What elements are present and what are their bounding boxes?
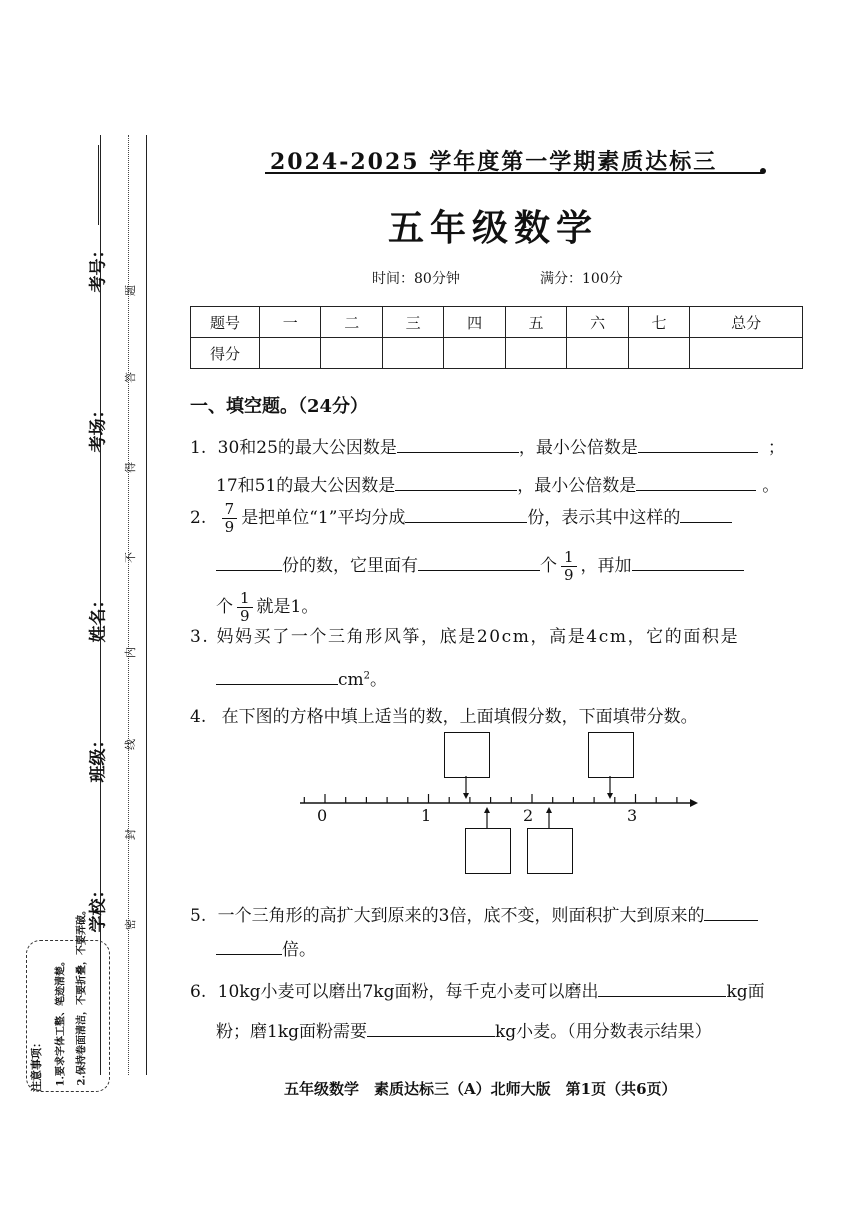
question-2-line-2 (216, 548, 744, 584)
score-cell (628, 338, 689, 369)
q3-unit-exponent: 2 (363, 670, 371, 682)
score-cell (321, 338, 382, 369)
q1-blank-3[interactable] (395, 468, 517, 491)
title-underline (265, 172, 763, 174)
q2-f2-denominator: 9 (564, 566, 574, 584)
question-2-line-1 (190, 500, 732, 536)
q1-text-b3: 。 (762, 476, 780, 496)
notice-title: 注意事项： (30, 1037, 43, 1092)
pointer-arrowhead-down-left (463, 793, 469, 799)
question-6-line-1 (190, 974, 765, 1002)
q2-fraction-7-9 (222, 501, 238, 536)
q2-text-2: 份，表示其中这样的 (527, 508, 681, 528)
notice-line-2: 2.保持卷面清洁，不要折叠，不要弄破。 (76, 905, 88, 1086)
score-col-7: 七 (628, 307, 689, 338)
q2-f1-numerator: 7 (222, 501, 238, 519)
question-1-line-1 (190, 430, 785, 458)
number-line-ticks (304, 794, 677, 803)
seal-char-4: 不 (124, 552, 137, 563)
notice-line-1: 1.要求字体工整、笔迹清楚。 (55, 956, 67, 1087)
question-3-line-2 (216, 662, 387, 690)
q2-text-7: 就是1。 (256, 597, 319, 617)
q1-text-a3: ； (767, 438, 785, 458)
number-line-arrowhead (690, 799, 698, 807)
q2-f3-numerator: 1 (237, 590, 253, 608)
score-cell (505, 338, 566, 369)
class-label: 班级： (88, 731, 109, 783)
exam-time: 时间：80分钟 (372, 271, 460, 287)
q6-text-3: 粉；磨1kg面粉需要 (216, 1022, 367, 1042)
q6-blank-1[interactable] (598, 974, 726, 997)
q3-unit: cm (338, 670, 364, 690)
q3-number: 3. (190, 627, 210, 647)
score-cell (444, 338, 505, 369)
q2-number: 2. (190, 508, 207, 528)
q6-text-1: 10kg小麦可以磨出7kg面粉，每千克小麦可以磨出 (217, 982, 599, 1002)
question-2-line-3 (216, 590, 318, 625)
score-table-score-row (191, 338, 803, 369)
seal-char-7: 封 (124, 829, 137, 840)
q1-blank-4[interactable] (636, 468, 756, 491)
number-line-label-1: 1 (421, 806, 432, 825)
section-1-heading: 一、填空题。（24分） (190, 396, 369, 417)
exam-room-label: 考场： (88, 401, 109, 453)
q6-text-4: kg小麦。（用分数表示结果） (495, 1022, 712, 1042)
score-cell (690, 338, 803, 369)
q1-text-b1: 17和51的最大公因数是 (216, 476, 396, 496)
q3-end: 。 (370, 670, 388, 690)
q2-fraction-1-9-a (561, 549, 577, 584)
q2-f3-denominator: 9 (240, 607, 250, 625)
pointer-arrowhead-up-right (546, 807, 552, 813)
pointer-arrowhead-down-right (607, 793, 613, 799)
q1-text-b2: ，最小公倍数是 (517, 476, 637, 496)
seal-char-2: 答 (124, 372, 137, 383)
q2-blank-1[interactable] (405, 500, 527, 523)
score-table-header-row (191, 307, 803, 338)
question-6-line-2 (216, 1014, 712, 1042)
q1-text-a2: ，最小公倍数是 (518, 438, 638, 458)
q2-blank-4[interactable] (632, 548, 744, 571)
binding-line-inner (146, 135, 147, 1075)
school-label: 学校： (88, 881, 109, 933)
q1-text-a1: 30和25的最大公因数是 (217, 438, 397, 458)
q2-f1-denominator: 9 (224, 518, 235, 536)
seal-char-1: 题 (124, 285, 137, 296)
q2-fraction-1-9-b (237, 590, 253, 625)
subject-title: 五年级数学 (388, 207, 599, 249)
seal-char-6: 线 (124, 739, 137, 750)
score-col-3: 三 (382, 307, 443, 338)
q4-number: 4. (190, 707, 207, 727)
q2-f2-numerator: 1 (561, 549, 577, 567)
q5-blank-1-cont[interactable] (216, 932, 282, 955)
number-line-label-0: 0 (317, 806, 328, 825)
score-cell (567, 338, 628, 369)
title-dot (760, 168, 766, 174)
number-line-label-2: 2 (523, 806, 534, 825)
name-label: 姓名： (88, 591, 109, 643)
score-col-2: 二 (321, 307, 382, 338)
q1-blank-2[interactable] (638, 430, 758, 453)
question-1-line-2 (216, 468, 779, 496)
q2-text-5: ，再加 (580, 556, 632, 576)
q5-number: 5. (190, 906, 207, 926)
q2-text-4: 个 (540, 556, 557, 576)
q6-number: 6. (190, 982, 207, 1002)
score-col-4: 四 (444, 307, 505, 338)
q2-blank-2-cont[interactable] (216, 548, 282, 571)
q2-blank-3[interactable] (418, 548, 540, 571)
score-col-label: 题号 (191, 307, 260, 338)
q3-blank-1[interactable] (216, 662, 338, 685)
score-cell (382, 338, 443, 369)
exam-no-label: 考号： (88, 241, 109, 293)
q5-text-2: 倍。 (282, 940, 316, 960)
number-line-label-3: 3 (627, 806, 638, 825)
seal-char-3: 得 (124, 462, 137, 473)
score-table (190, 306, 803, 369)
exam-title-line: 2024-2025 学年度第一学期素质达标三 (270, 149, 718, 175)
seal-char-8: 密 (124, 919, 137, 930)
pointer-arrows (463, 776, 613, 828)
exam-no-blank (98, 145, 99, 225)
pointer-arrowhead-up-left (484, 807, 490, 813)
q5-blank-1[interactable] (704, 898, 758, 921)
question-4-line-1 (190, 702, 698, 727)
q3-text-1: 妈妈买了一个三角形风筝，底是20cm，高是4cm，它的面积是 (216, 627, 740, 647)
score-col-1: 一 (260, 307, 321, 338)
page-footer: 五年级数学 素质达标三（A）北师大版 第1页（共6页） (284, 1080, 677, 1098)
q4-answer-box-bottom-left[interactable] (465, 828, 511, 874)
score-col-total: 总分 (690, 307, 803, 338)
q6-blank-2[interactable] (367, 1014, 495, 1037)
q2-blank-2[interactable] (680, 500, 732, 523)
q2-text-1: 是把单位“1”平均分成 (241, 508, 406, 528)
score-col-6: 六 (567, 307, 628, 338)
question-3-line-1 (190, 622, 739, 647)
q4-text-1: 在下图的方格中填上适当的数，上面填假分数，下面填带分数。 (221, 707, 698, 727)
q6-text-2: kg面 (726, 982, 765, 1002)
seal-char-5: 内 (124, 647, 137, 658)
q4-answer-box-bottom-right[interactable] (527, 828, 573, 874)
exam-full-score: 满分：100分 (540, 271, 623, 287)
q4-number-line (290, 770, 710, 830)
question-5-line-2 (216, 932, 316, 960)
score-cell (260, 338, 321, 369)
score-col-5: 五 (505, 307, 566, 338)
score-row-label: 得分 (191, 338, 260, 369)
question-5-line-1 (190, 898, 758, 926)
q5-text-1: 一个三角形的高扩大到原来的3倍，底不变，则面积扩大到原来的 (217, 906, 705, 926)
q1-number: 1. (190, 438, 207, 458)
q1-blank-1[interactable] (397, 430, 519, 453)
q2-text-6: 个 (216, 597, 233, 617)
q2-text-3: 份的数，它里面有 (282, 556, 418, 576)
